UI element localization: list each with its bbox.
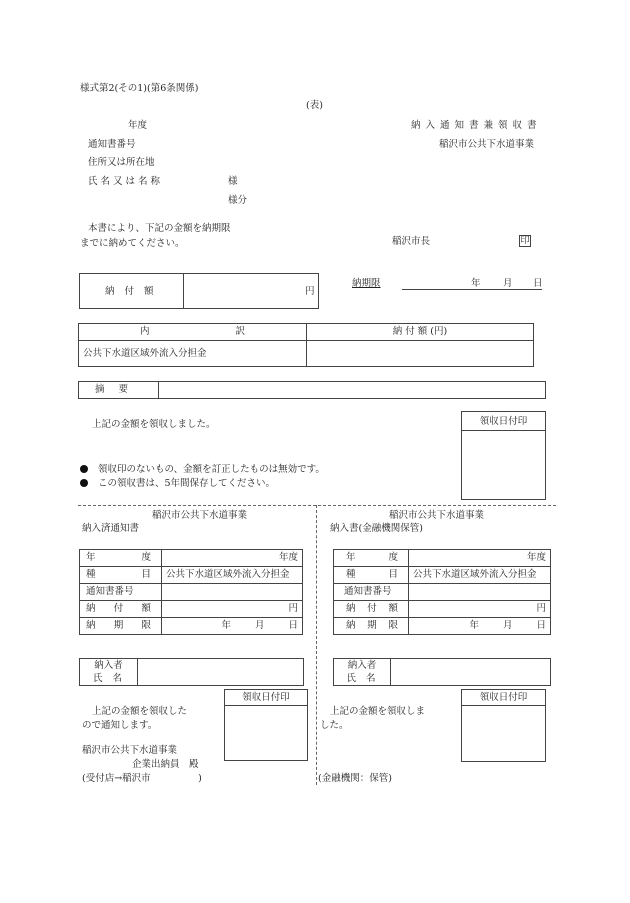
left-addressee-line2: 企業出納員 殿 — [132, 759, 199, 770]
right-category-value: 公共下水道区域外流入分担金 — [409, 567, 551, 584]
left-notice-number-value[interactable] — [162, 584, 303, 601]
honorific-portion: 様分 — [228, 195, 248, 206]
right-slip-title: 納入書(金融機関保管) — [330, 523, 423, 534]
right-fiscal-year-value[interactable]: 年度 — [409, 550, 551, 567]
left-slip-table — [79, 549, 303, 635]
left-row-label: 通知書番号 — [80, 584, 162, 601]
receipt-text: 上記の金額を領収しました。 — [92, 419, 216, 430]
fiscal-year-label: 年度 — [128, 120, 148, 131]
right-payer-label-1: 納入者 — [347, 660, 377, 671]
header-uchi: 内 — [140, 326, 150, 338]
left-row-label: 納 期 限 — [86, 620, 151, 632]
left-stamp-label: 領収日付印 — [225, 690, 307, 706]
payment-amount-label: 納付額 — [105, 286, 164, 297]
note-item — [80, 479, 275, 489]
left-row-label: 種 目 — [86, 569, 151, 581]
left-text-line1: 上記の金額を領収した — [92, 706, 188, 717]
header-wake: 訳 — [235, 326, 245, 338]
table-row — [334, 550, 551, 567]
left-slip-title: 納入済通知書 — [82, 523, 140, 534]
left-slip-issuer: 稲沢市公共下水道事業 — [152, 510, 248, 521]
cut-line-vertical — [316, 505, 317, 785]
issuer: 稲沢市公共下水道事業 — [439, 139, 535, 150]
right-text-line2: した。 — [320, 720, 349, 731]
payment-amount-box — [79, 273, 319, 309]
right-row-label: 納 付 額 — [346, 603, 398, 615]
right-row-label: 年 度 — [346, 552, 398, 564]
left-payer-table — [79, 658, 304, 686]
bullet-icon — [80, 465, 88, 473]
left-payer-label-2: 氏名 — [92, 673, 132, 684]
table-row — [334, 618, 551, 635]
breakdown-table — [78, 323, 534, 367]
table-row — [334, 601, 551, 618]
right-text-line1: 上記の金額を領収しま — [330, 706, 426, 717]
right-amount-value[interactable]: 円 — [409, 601, 551, 618]
table-row — [334, 567, 551, 584]
note-item — [80, 465, 325, 475]
bullet-icon — [80, 479, 88, 487]
form-id: 様式第2(その1)(第6条関係) — [80, 83, 199, 94]
right-row-label: 種 目 — [346, 569, 398, 581]
due-date-day: 日 — [533, 278, 543, 289]
receipt-stamp-box — [461, 411, 546, 500]
request-text-line2: までに納めてください。 — [80, 238, 185, 249]
note-text: 領収印のないもの、金額を訂正したものは無効です。 — [98, 464, 325, 475]
right-row-label: 納 期 限 — [346, 620, 398, 632]
right-slip-table — [333, 549, 551, 635]
cut-line-horizontal — [78, 505, 556, 506]
left-due-date-value[interactable]: 年 月 日 — [162, 618, 303, 635]
right-due-date-value[interactable]: 年 月 日 — [409, 618, 551, 635]
table-row — [80, 618, 303, 635]
address-label: 住所又は所在地 — [88, 157, 155, 168]
breakdown-header-item — [79, 324, 307, 341]
breakdown-item: 公共下水道区域外流入分担金 — [79, 341, 307, 367]
breakdown-amount[interactable] — [307, 341, 534, 367]
breakdown-header-amount: 納 付 額 (円) — [307, 324, 534, 341]
right-notice-number-value[interactable] — [409, 584, 551, 601]
left-row-label: 納 付 額 — [86, 603, 151, 615]
right-payer-label-2: 氏名 — [346, 673, 386, 684]
left-stamp-box — [224, 689, 308, 761]
right-stamp-box — [461, 689, 546, 762]
right-row-label: 通知書番号 — [334, 584, 409, 601]
due-date-year: 年 — [471, 278, 481, 289]
due-date-underline — [402, 289, 542, 290]
left-addressee-line1: 稲沢市公共下水道事業 — [82, 745, 178, 756]
seal-icon: 印 — [520, 236, 530, 246]
table-row — [80, 550, 303, 567]
honorific: 様 — [228, 176, 238, 187]
right-payer-table — [333, 658, 551, 686]
due-date-month: 月 — [503, 278, 513, 289]
left-row-label: 年 度 — [86, 552, 151, 564]
name-label: 氏名又は名称 — [88, 176, 164, 187]
side-label: (表) — [306, 100, 323, 111]
table-row — [80, 584, 303, 601]
left-category-value: 公共下水道区域外流入分担金 — [162, 567, 303, 584]
document-title: 納入通知書兼領収書 — [411, 120, 542, 131]
left-fiscal-year-value[interactable]: 年度 — [162, 550, 303, 567]
table-row — [80, 601, 303, 618]
breakdown-header-row — [79, 324, 534, 341]
table-row — [334, 584, 551, 601]
summary-field[interactable] — [159, 382, 546, 399]
left-route: (受付店→稲沢市 ) — [82, 773, 202, 784]
right-payer-field[interactable] — [391, 659, 551, 686]
receipt-stamp-label: 領収日付印 — [462, 412, 545, 431]
left-payer-label-1: 納入者 — [94, 660, 123, 671]
notice-number-label: 通知書番号 — [88, 139, 136, 150]
table-row — [80, 567, 303, 584]
request-text-line1: 本書により、下記の金額を納期限 — [88, 223, 231, 234]
summary-label: 摘要 — [79, 382, 159, 399]
due-date-label: 納期限 — [352, 278, 381, 289]
summary-table — [78, 381, 546, 399]
mayor-label: 稲沢市長 — [392, 236, 431, 247]
right-stamp-label: 領収日付印 — [462, 690, 545, 706]
left-text-line2: ので通知します。 — [82, 720, 158, 731]
note-text: この領収書は、5年間保存してください。 — [98, 478, 276, 489]
table-row — [79, 341, 534, 367]
payment-amount-field[interactable] — [188, 281, 288, 301]
right-slip-issuer: 稲沢市公共下水道事業 — [389, 510, 485, 521]
left-amount-value[interactable]: 円 — [162, 601, 303, 618]
left-payer-field[interactable] — [138, 659, 304, 686]
payment-amount-unit: 円 — [305, 286, 315, 297]
right-keeper: (金融機関：保管) — [318, 773, 392, 784]
